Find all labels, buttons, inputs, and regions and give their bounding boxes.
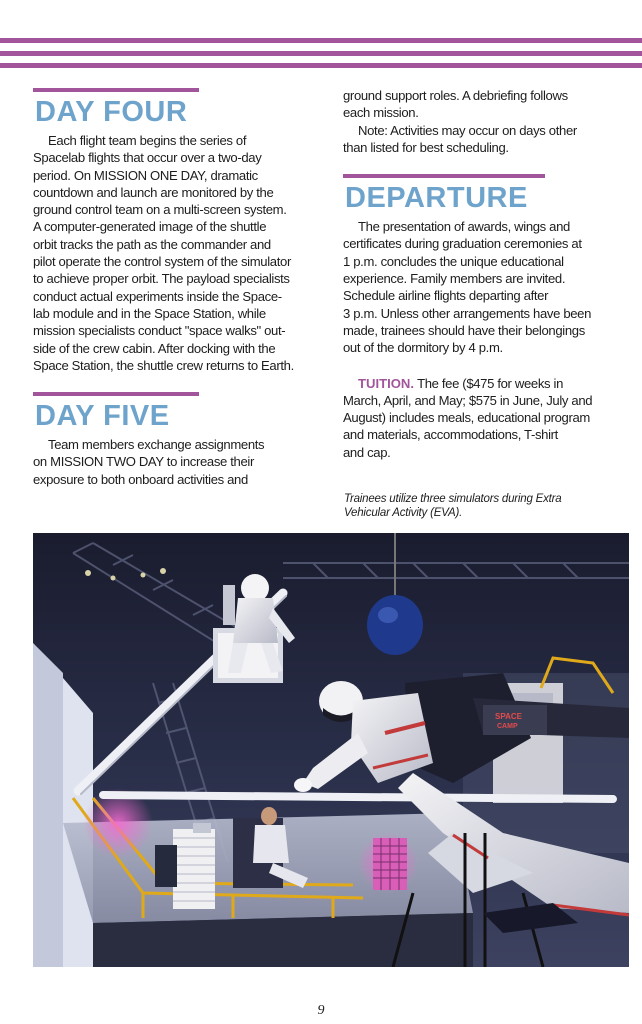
section-rule [33, 88, 199, 92]
section-departure [343, 174, 635, 356]
mmu-patch-text-2: CAMP [497, 723, 518, 730]
mmu-patch-text-1: SPACE [495, 712, 522, 721]
tuition-paragraph: TUITION. The fee ($475 for weeks in March, April, and May; $575 in June, July and August) includes meals, educational program and materials, accommodations, T-shirt and cap. [343, 375, 593, 460]
heading-departure: DEPARTURE [345, 182, 528, 215]
header-stripe-top [0, 38, 642, 43]
tuition-label: TUITION. [358, 375, 415, 391]
departure-paragraph: The presentation of awards, wings and certificates during graduation ceremonies at 1 p.m. concludes the unique educational experience. Family members are invited. Schedule airline flights departing after 3 p.m. Unless other arrangements have been made, trainees should have their belongings out of the dormitory by 4 p.m. [343, 219, 592, 356]
section-day-five [33, 392, 323, 488]
section-rule [33, 392, 199, 396]
header-stripe-bottom [0, 63, 642, 68]
day-four-paragraph: Each flight team begins the series of Spacelab flights that occur over a two-day period. On MISSION ONE DAY, dramatic countdown and launch are monitored by the ground control team on a multi-screen system. A computer-generated image of the shuttle orbit tracks the path as the commander and pilot operate the control system of the simulator to achieve proper orbit. The payload specialists conduct actual experiments inside the Space- lab module and in the Space Station, while mission specialists conduct "space walks" out- side of the crew cabin. After docking with the Space Station, the shuttle crew returns to Earth. [33, 133, 294, 373]
note-paragraph: Note: Activities may occur on days other than listed for best scheduling. [343, 122, 577, 155]
right-column [343, 87, 635, 461]
page-number: 9 [317, 1003, 325, 1018]
heading-day-five: DAY FIVE [35, 400, 170, 433]
day-five-paragraph-continued: ground support roles. A debriefing follows each mission. [343, 88, 568, 121]
eva-simulator-illustration [33, 533, 629, 967]
day-five-paragraph: Team members exchange assignments on MISSION TWO DAY to increase their exposure to both onboard activities and [33, 437, 265, 487]
heading-day-four: DAY FOUR [35, 96, 188, 128]
left-column [33, 84, 323, 488]
header-stripe-middle [0, 51, 642, 56]
section-day-four [33, 88, 323, 374]
section-rule [343, 174, 545, 178]
photo-caption: Trainees utilize three simulators during Extra Vehicular Activity (EVA). [344, 493, 562, 519]
eva-simulator-photo [33, 533, 629, 967]
